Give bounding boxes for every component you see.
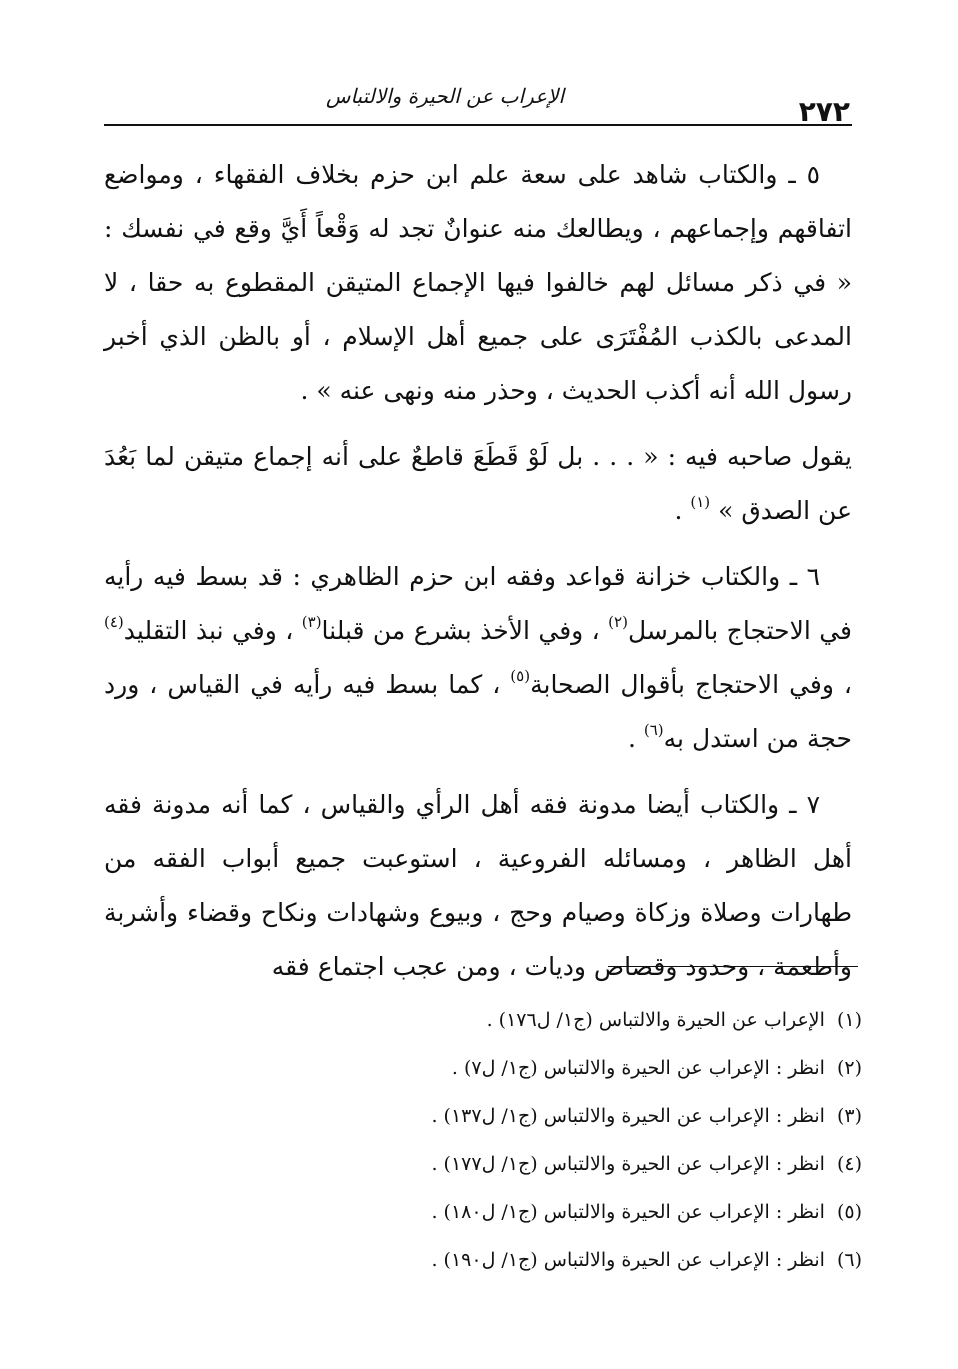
footnote-separator: [608, 966, 858, 967]
footnote-text: انظر : الإعراب عن الحيرة والالتباس (ج١/ ل١٩٠) .: [431, 1249, 825, 1271]
footnote-text: انظر : الإعراب عن الحيرة والالتباس (ج١/ ل١٣٧) .: [431, 1105, 825, 1127]
footnote-6: [250, 1236, 862, 1284]
paragraph-5: [104, 148, 852, 418]
footnote-2: [250, 1044, 862, 1092]
footnote-marker-4: (٤): [104, 613, 124, 631]
footnote-text: انظر : الإعراب عن الحيرة والالتباس (ج١/ ل٧) .: [451, 1057, 825, 1079]
paragraph-6-text-c: ، وفي نبذ التقليد: [123, 616, 294, 645]
paragraph-7: [104, 778, 852, 994]
footnote-text: انظر : الإعراب عن الحيرة والالتباس (ج١/ ل١٧٧) .: [431, 1153, 825, 1175]
footnote-marker-3: (٣): [301, 613, 322, 631]
period: .: [674, 496, 683, 525]
footnote-marker-2: (٢): [608, 613, 628, 631]
footnote-number: (٥): [836, 1201, 862, 1223]
paragraph-6-text-b: ، وفي الأخذ بشرع من قبلنا: [321, 616, 600, 645]
footnote-3: [250, 1092, 862, 1140]
footnote-number: (٣): [836, 1105, 862, 1127]
main-text: [104, 148, 852, 1006]
paragraph-5-continuation: [104, 430, 852, 538]
footnote-number: (٢): [836, 1057, 862, 1079]
footnotes: [250, 996, 862, 1284]
footnote-number: (٤): [836, 1153, 862, 1175]
paragraph-6-text-a: ٦ ـ والكتاب خزانة قواعد وفقه ابن حزم الظاهري : قد بسط فيه رأيه في الاحتجاج بالمرسل: [104, 562, 852, 645]
footnote-text: الإعراب عن الحيرة والالتباس (ج١/ ل١٧٦) .: [486, 1009, 825, 1031]
paragraph-7-text: ٧ ـ والكتاب أيضا مدونة فقه أهل الرأي والقياس ، كما أنه مدونة فقه أهل الظاهر ، ومسائله الفروعية ، استوعبت جميع أبواب الفقه من طهارات وصلاة وزكاة وصيام وحج ، وبيوع وشهادات ونكاح وقضاء وأشربة وأطعمة ، وحدود وقصاص وديات ، ومن عجب اجتماع فقه: [104, 790, 852, 981]
footnote-marker-6: (٦): [643, 721, 664, 739]
footnote-number: (١): [836, 1009, 862, 1031]
running-title: الإعراب عن الحيرة والالتباس: [326, 84, 564, 108]
footnote-marker-1: (١): [690, 493, 711, 511]
footnote-4: [250, 1140, 862, 1188]
footnote-marker-5: (٥): [510, 667, 531, 685]
paragraph-5-quote: يقول صاحبه فيه : « . . . بل لَوْ قَطَعَ قاطعٌ على أنه إجماع متيقن لما بَعُدَ عن الصدق »: [104, 442, 852, 525]
footnote-1: [250, 996, 862, 1044]
paragraph-5-text: ٥ ـ والكتاب شاهد على سعة علم ابن حزم بخلاف الفقهاء ، ومواضع اتفاقهم وإجماعهم ، ويطالعك منه عنوانٌ تجد له وَقْعاً أَيَّ وقع في نفسك : « في ذكر مسائل لهم خالفوا فيها الإجماع المتيقن المقطوع به حقا ، لا المدعى بالكذب المُفْتَرَى على جميع أهل الإسلام ، أو بالظن الذي أخبر رسول الله أنه أكذب الحديث ، وحذر منه ونهى عنه » .: [104, 160, 852, 405]
footnote-number: (٦): [836, 1249, 862, 1271]
footnote-5: [250, 1188, 862, 1236]
header-rule: [104, 124, 852, 126]
paragraph-6: [104, 550, 852, 766]
page-header: [104, 66, 852, 126]
page-number: ٢٧٢: [798, 95, 850, 128]
footnote-text: انظر : الإعراب عن الحيرة والالتباس (ج١/ ل١٨٠) .: [431, 1201, 825, 1223]
period: .: [627, 724, 636, 753]
paragraph-6-text-d: ، وفي الاحتجاج بأقوال الصحابة: [530, 670, 852, 699]
paragraph-6-text-e: ، كما بسط فيه رأيه في القياس ، ورد حجة من استدل به: [104, 670, 852, 753]
